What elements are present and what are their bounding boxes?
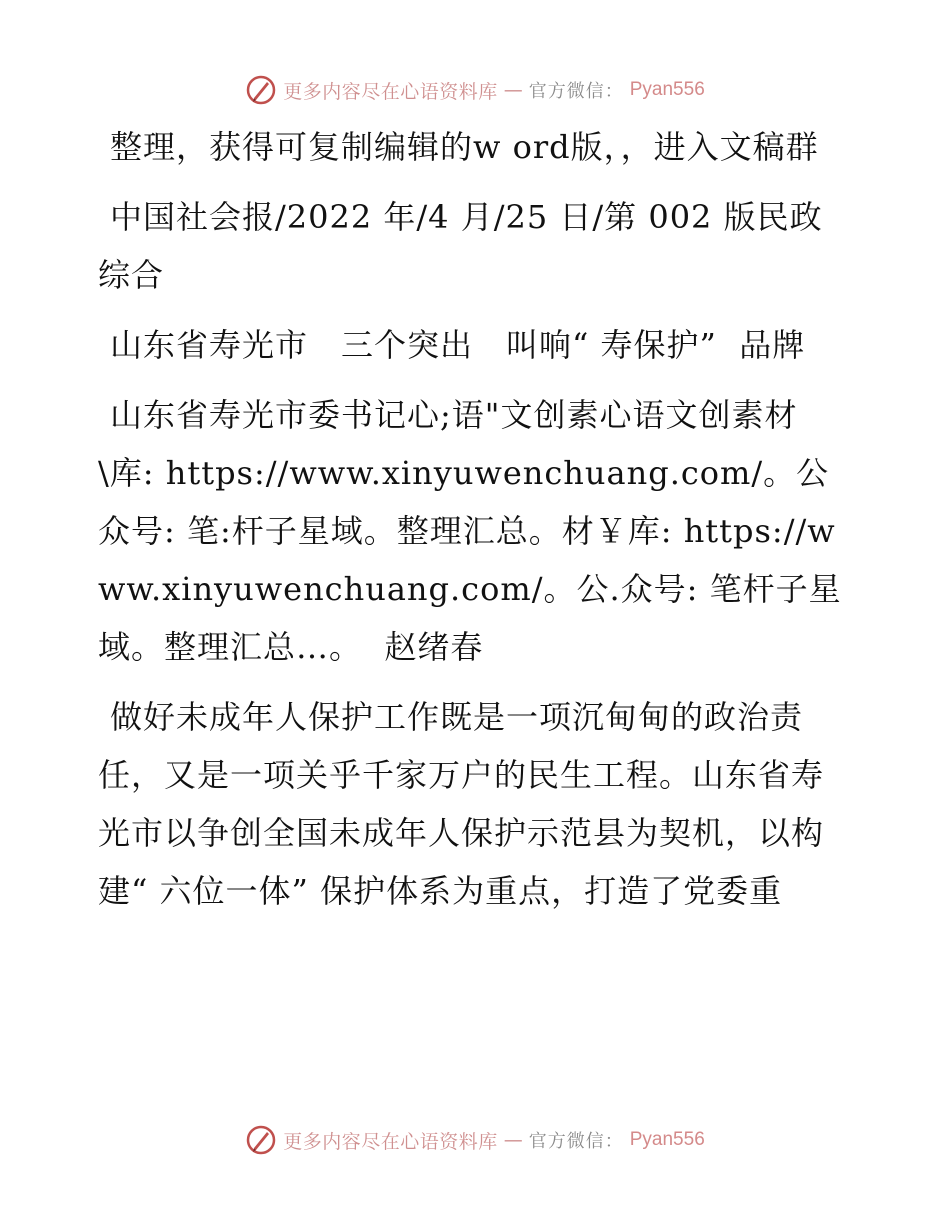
banner-main-text: 更多内容尽在心语资料库 xyxy=(283,80,498,103)
document-body xyxy=(98,118,848,932)
banner-separator: — xyxy=(503,1129,523,1151)
quill-logo-icon xyxy=(245,74,277,106)
banner-wechat-label: 官方微信： xyxy=(528,1131,624,1152)
banner-wechat-id: Pyan556 xyxy=(629,1129,705,1150)
body-paragraph: 做好未成年人保护工作既是一项沉甸甸的政治责任，又是一项关乎千家万户的民生工程。山东省寿光市以争创全国未成年人保护示范县为契机，以构建“ 六位一体” 保护体系为重点，打造了党委重 xyxy=(98,698,825,910)
banner-wechat-label: 官方微信： xyxy=(528,81,624,102)
banner-main-text: 更多内容尽在心语资料库 xyxy=(283,1130,498,1153)
source-line: 中国社会报/2022 年/4 月/25 日/第 002 版民政综合 xyxy=(98,198,823,294)
header-banner xyxy=(0,70,950,110)
intro-paragraph: 整理，获得可复制编辑的w ord版，，进入文稿群 xyxy=(110,128,819,166)
author-line: 山东省寿光市委书记心;语"文创素心语文创素材\库: https://www.xinyuwenchuang.com/。公众号: 笔:杆子星域。整理汇总。材￥库: https://www.xinyuwenchuang.com/。公.众号: 笔杆子星域。整理汇总…。 赵绪春 xyxy=(98,396,842,666)
quill-logo-icon xyxy=(245,1124,277,1156)
article-title: 山东省寿光市 三个突出 叫响“ 寿保护” 品牌 xyxy=(110,326,806,364)
banner-wechat-id: Pyan556 xyxy=(629,79,705,100)
footer-banner xyxy=(0,1120,950,1160)
banner-separator: — xyxy=(503,79,523,101)
